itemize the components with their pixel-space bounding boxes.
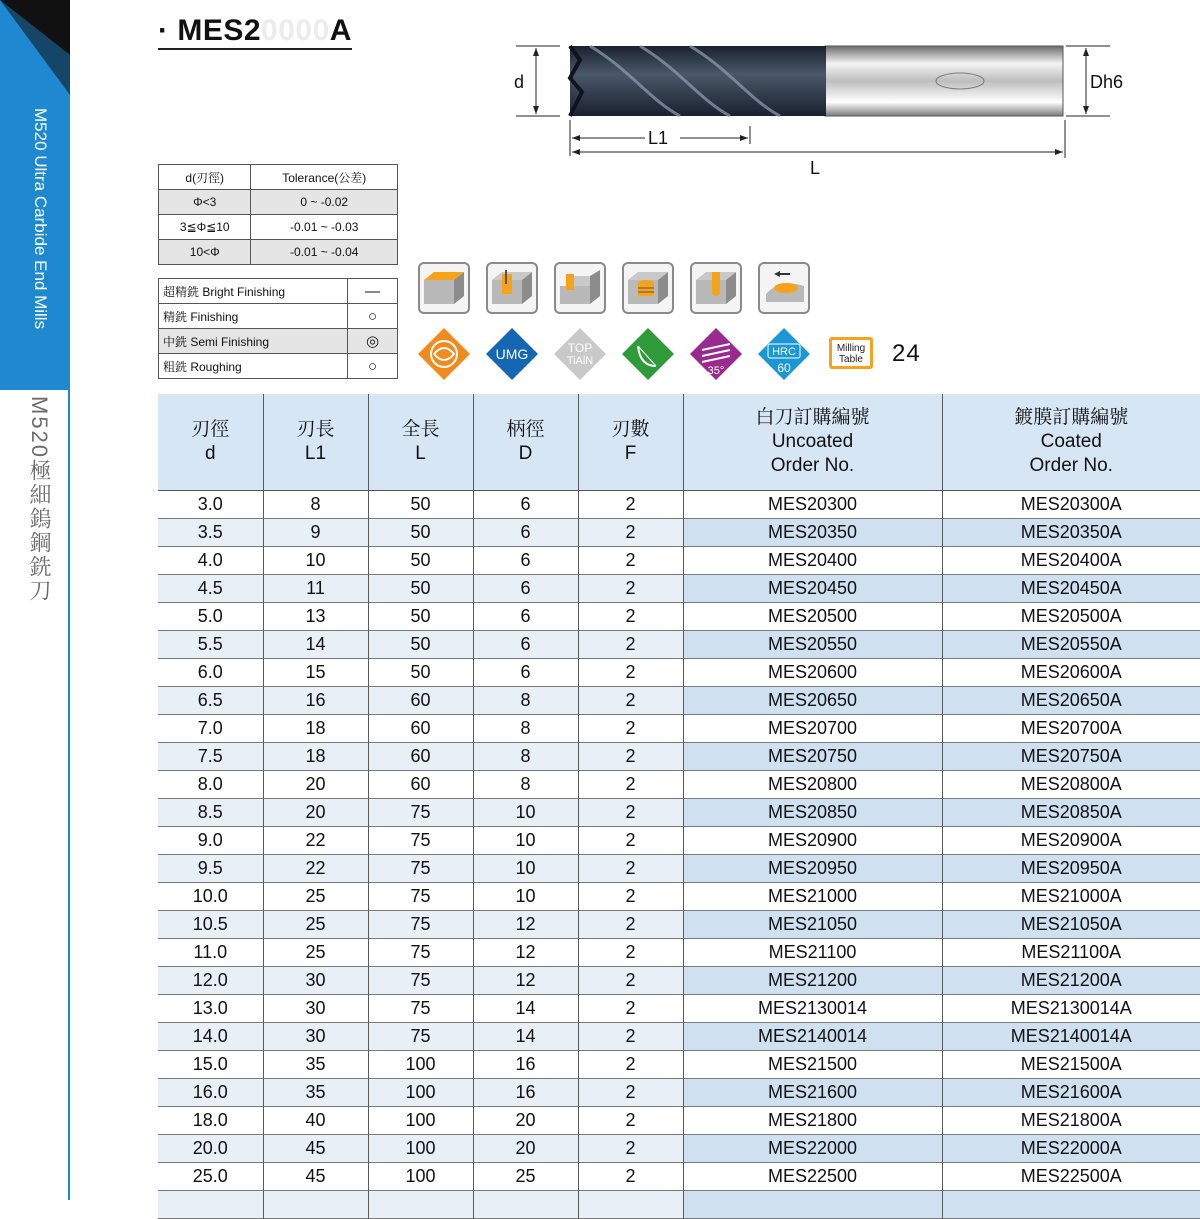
title-ghost: 0000 [261, 14, 330, 47]
end-mill-illustration [500, 30, 1150, 190]
cell-flute-length: 16 [263, 687, 368, 715]
cell-diameter: 6.0 [158, 659, 263, 687]
cell-flutes: 2 [578, 575, 683, 603]
milling-table-icon [828, 336, 874, 370]
cell-flutes: 2 [578, 1079, 683, 1107]
cell-coated-order: MES21000A [942, 883, 1200, 911]
table-row [158, 1163, 1200, 1191]
cell-overall-length: 50 [368, 659, 473, 687]
header-coated-order [942, 394, 1200, 491]
finishing-label: 精銑 Finishing [159, 304, 348, 329]
cell-overall-length: 50 [368, 631, 473, 659]
header-uncoated-order [683, 394, 942, 491]
milling-table-page: 24 [892, 340, 921, 368]
cell-coated-order: MES21800A [942, 1107, 1200, 1135]
header-line: F [579, 442, 683, 466]
cell-flute-length: 9 [263, 519, 368, 547]
cell-flutes: 2 [578, 491, 683, 519]
finishing-label: 中銑 Semi Finishing [159, 329, 348, 354]
cell-shank-diameter: 8 [473, 743, 578, 771]
cell-shank-diameter: 20 [473, 1135, 578, 1163]
cell-uncoated-order: MES21600 [683, 1079, 942, 1107]
cell-overall-length: 50 [368, 547, 473, 575]
cell-diameter: 16.0 [158, 1079, 263, 1107]
slotting-icon [486, 262, 538, 314]
umg-badge [484, 326, 540, 382]
header-flutes [578, 394, 683, 491]
cell-shank-diameter: 20 [473, 1107, 578, 1135]
cell-diameter: 5.0 [158, 603, 263, 631]
table-row [158, 827, 1200, 855]
cell-flutes: 2 [578, 827, 683, 855]
cell-coated-order: MES20700A [942, 715, 1200, 743]
header-line: 白刀訂購編號 [684, 406, 942, 430]
cell-flutes: 2 [578, 939, 683, 967]
cell-shank-diameter: 8 [473, 715, 578, 743]
dim-dh6-label: Dh6 [1090, 72, 1123, 93]
hrc-badge-label: HRC [772, 346, 796, 358]
cell-shank-diameter: 16 [473, 1079, 578, 1107]
flute-badge-icon [416, 326, 472, 382]
cell-coated-order: MES2130014A [942, 995, 1200, 1023]
table-row [158, 659, 1200, 687]
table-row [158, 855, 1200, 883]
cell-diameter: 10.5 [158, 911, 263, 939]
cell-shank-diameter: 6 [473, 547, 578, 575]
header-line: 鍍膜訂購編號 [943, 406, 1200, 430]
cell-shank-diameter: 10 [473, 883, 578, 911]
cell-shank-diameter: 8 [473, 771, 578, 799]
cell-diameter: 4.5 [158, 575, 263, 603]
cell-overall-length: 100 [368, 1135, 473, 1163]
cell-uncoated-order: MES21500 [683, 1051, 942, 1079]
table-row [158, 939, 1200, 967]
finishing-label: 超精銑 Bright Finishing [159, 279, 348, 304]
cell-uncoated-order: MES20700 [683, 715, 942, 743]
cell-shank-diameter: 6 [473, 575, 578, 603]
cell-coated-order: MES21200A [942, 967, 1200, 995]
header-diameter [158, 394, 263, 491]
cell-overall-length: 100 [368, 1163, 473, 1191]
cell-diameter: 7.5 [158, 743, 263, 771]
plunge-milling-icon [690, 262, 742, 314]
cell-coated-order: MES20350A [942, 519, 1200, 547]
finishing-label: 粗銑 Roughing [159, 354, 348, 379]
cell-shank-diameter: 12 [473, 911, 578, 939]
tolerance-header-row [159, 165, 398, 190]
table-row [158, 911, 1200, 939]
cell-coated-order: MES20650A [942, 687, 1200, 715]
cell-diameter: 7.0 [158, 715, 263, 743]
tolerance-cell: -0.01 ~ -0.04 [251, 240, 398, 265]
cell-shank-diameter: 12 [473, 939, 578, 967]
face-milling-icon [418, 262, 470, 314]
cell-flutes: 2 [578, 547, 683, 575]
cell-shank-diameter: 14 [473, 1023, 578, 1051]
cell-flute-length [263, 1191, 368, 1219]
contour-milling-icon [758, 262, 810, 314]
table-row [158, 1051, 1200, 1079]
cell-flutes: 2 [578, 967, 683, 995]
cell-overall-length: 50 [368, 603, 473, 631]
cell-flute-length: 18 [263, 715, 368, 743]
cell-flute-length: 14 [263, 631, 368, 659]
page-title [158, 14, 352, 50]
cell-overall-length: 60 [368, 687, 473, 715]
cell-flute-length: 45 [263, 1163, 368, 1191]
cell-uncoated-order: MES21200 [683, 967, 942, 995]
cell-coated-order: MES20850A [942, 799, 1200, 827]
cell-diameter: 13.0 [158, 995, 263, 1023]
table-row [158, 967, 1200, 995]
helix-angle-badge [688, 326, 744, 382]
tolerance-cell: -0.01 ~ -0.03 [251, 215, 398, 240]
cell-diameter: 15.0 [158, 1051, 263, 1079]
cell-coated-order: MES20500A [942, 603, 1200, 631]
cell-overall-length: 75 [368, 827, 473, 855]
table-row [158, 1079, 1200, 1107]
header-overall-length [368, 394, 473, 491]
header-line: Order No. [684, 454, 942, 478]
cell-overall-length: 60 [368, 743, 473, 771]
cell-flute-length: 25 [263, 883, 368, 911]
cell-shank-diameter: 8 [473, 687, 578, 715]
header-line: d [158, 442, 263, 466]
cell-diameter: 10.0 [158, 883, 263, 911]
cell-flute-length: 13 [263, 603, 368, 631]
header-line: L1 [264, 442, 368, 466]
title-prefix: MES2 [177, 14, 261, 47]
header-line: Coated [943, 430, 1200, 454]
table-row [158, 1107, 1200, 1135]
cell-uncoated-order: MES20800 [683, 771, 942, 799]
cell-uncoated-order: MES20300 [683, 491, 942, 519]
header-line: 刃長 [264, 418, 368, 442]
finishing-symbol: ○ [348, 354, 398, 379]
finishing-symbol: ○ [348, 304, 398, 329]
cell-uncoated-order: MES20750 [683, 743, 942, 771]
tolerance-header-cell: Tolerance(公差) [251, 165, 398, 190]
finishing-row [159, 304, 398, 329]
cell-uncoated-order: MES21000 [683, 883, 942, 911]
cell-overall-length: 60 [368, 715, 473, 743]
cell-shank-diameter: 12 [473, 967, 578, 995]
header-line: 刃徑 [158, 418, 263, 442]
cell-diameter: 9.5 [158, 855, 263, 883]
cell-flute-length: 25 [263, 939, 368, 967]
cell-flute-length: 10 [263, 547, 368, 575]
table-row [158, 1135, 1200, 1163]
cell-diameter: 5.5 [158, 631, 263, 659]
side-band [0, 0, 70, 390]
cell-coated-order: MES20450A [942, 575, 1200, 603]
header-line: D [474, 442, 578, 466]
cell-shank-diameter: 14 [473, 995, 578, 1023]
cell-coated-order: MES20750A [942, 743, 1200, 771]
cell-flute-length: 25 [263, 911, 368, 939]
finishing-table [158, 278, 398, 379]
tolerance-cell: 3≦Φ≦10 [159, 215, 251, 240]
header-shank-diameter [473, 394, 578, 491]
cell-uncoated-order: MES20600 [683, 659, 942, 687]
cell-overall-length: 75 [368, 911, 473, 939]
table-row [158, 743, 1200, 771]
cell-flute-length: 45 [263, 1135, 368, 1163]
tolerance-row [159, 240, 398, 265]
cell-flutes: 2 [578, 687, 683, 715]
tolerance-row [159, 215, 398, 240]
cell-uncoated-order: MES20950 [683, 855, 942, 883]
table-row [158, 995, 1200, 1023]
cell-flute-length: 40 [263, 1107, 368, 1135]
side-milling-icon [554, 262, 606, 314]
cell-diameter: 6.5 [158, 687, 263, 715]
tolerance-row [159, 190, 398, 215]
cell-coated-order: MES21600A [942, 1079, 1200, 1107]
cell-coated-order: MES20550A [942, 631, 1200, 659]
cell-flute-length: 30 [263, 995, 368, 1023]
cell-uncoated-order: MES2130014 [683, 995, 942, 1023]
cell-diameter [158, 1191, 263, 1219]
header-line: L [369, 442, 473, 466]
cell-diameter: 14.0 [158, 1023, 263, 1051]
cell-flute-length: 18 [263, 743, 368, 771]
cell-uncoated-order: MES20350 [683, 519, 942, 547]
cell-flute-length: 22 [263, 827, 368, 855]
cell-flutes: 2 [578, 1135, 683, 1163]
cell-flutes: 2 [578, 855, 683, 883]
cell-coated-order: MES21500A [942, 1051, 1200, 1079]
finishing-symbol: ◎ [348, 329, 398, 354]
cell-diameter: 3.5 [158, 519, 263, 547]
cell-overall-length: 50 [368, 491, 473, 519]
cell-uncoated-order: MES22000 [683, 1135, 942, 1163]
cell-overall-length: 100 [368, 1079, 473, 1107]
cell-flute-length: 30 [263, 1023, 368, 1051]
header-flute-length [263, 394, 368, 491]
cell-shank-diameter: 6 [473, 603, 578, 631]
cell-uncoated-order: MES20400 [683, 547, 942, 575]
cell-flutes: 2 [578, 995, 683, 1023]
table-row [158, 715, 1200, 743]
cell-diameter: 4.0 [158, 547, 263, 575]
header-line: Order No. [943, 454, 1200, 478]
table-row [158, 771, 1200, 799]
cell-diameter: 18.0 [158, 1107, 263, 1135]
tialn-badge [552, 326, 608, 382]
side-band-lower [0, 390, 70, 1200]
cell-shank-diameter: 25 [473, 1163, 578, 1191]
cell-flute-length: 30 [263, 967, 368, 995]
cell-uncoated-order: MES21800 [683, 1107, 942, 1135]
cell-coated-order: MES21100A [942, 939, 1200, 967]
table-row [158, 799, 1200, 827]
cell-uncoated-order [683, 1191, 942, 1219]
cell-uncoated-order: MES2140014 [683, 1023, 942, 1051]
cell-shank-diameter: 6 [473, 659, 578, 687]
finishing-row [159, 279, 398, 304]
cell-coated-order: MES20900A [942, 827, 1200, 855]
tolerance-cell: Φ<3 [159, 190, 251, 215]
cell-flute-length: 20 [263, 799, 368, 827]
table-row [158, 519, 1200, 547]
side-title-chinese: M520極細鎢鋼銑刀 [24, 396, 55, 603]
cell-overall-length: 75 [368, 1023, 473, 1051]
tolerance-cell: 0 ~ -0.02 [251, 190, 398, 215]
cell-flute-length: 11 [263, 575, 368, 603]
cell-shank-diameter: 6 [473, 631, 578, 659]
cell-flutes: 2 [578, 883, 683, 911]
cell-coated-order: MES20600A [942, 659, 1200, 687]
finishing-row [159, 329, 398, 354]
cell-flutes: 2 [578, 771, 683, 799]
tolerance-header-cell: d(刃徑) [159, 165, 251, 190]
cell-uncoated-order: MES20500 [683, 603, 942, 631]
cell-uncoated-order: MES20850 [683, 799, 942, 827]
cell-overall-length: 100 [368, 1107, 473, 1135]
cell-overall-length: 75 [368, 883, 473, 911]
cell-flutes [578, 1191, 683, 1219]
helix-angle-text: 35° [708, 365, 725, 377]
cell-uncoated-order: MES20450 [683, 575, 942, 603]
cell-uncoated-order: MES20900 [683, 827, 942, 855]
cell-coated-order: MES22000A [942, 1135, 1200, 1163]
cell-uncoated-order: MES21050 [683, 911, 942, 939]
cell-flute-length: 22 [263, 855, 368, 883]
cell-flutes: 2 [578, 743, 683, 771]
dim-L1-label: L1 [648, 128, 668, 149]
header-line: Uncoated [684, 430, 942, 454]
cell-coated-order: MES20300A [942, 491, 1200, 519]
cell-flutes: 2 [578, 603, 683, 631]
cell-flutes: 2 [578, 659, 683, 687]
cell-flutes: 2 [578, 715, 683, 743]
cell-diameter: 11.0 [158, 939, 263, 967]
cell-overall-length: 100 [368, 1051, 473, 1079]
cell-uncoated-order: MES22500 [683, 1163, 942, 1191]
title-suffix: A [330, 14, 352, 47]
cell-uncoated-order: MES21100 [683, 939, 942, 967]
cell-overall-length: 60 [368, 771, 473, 799]
table-row [158, 603, 1200, 631]
header-line: 柄徑 [474, 418, 578, 442]
cell-shank-diameter: 10 [473, 799, 578, 827]
product-table [158, 394, 1200, 1219]
tolerance-cell: 10<Φ [159, 240, 251, 265]
cell-overall-length: 50 [368, 519, 473, 547]
cell-overall-length: 75 [368, 939, 473, 967]
cell-shank-diameter: 6 [473, 519, 578, 547]
cell-overall-length: 75 [368, 967, 473, 995]
table-row [158, 687, 1200, 715]
cell-coated-order [942, 1191, 1200, 1219]
hrc-badge [756, 326, 812, 382]
cell-shank-diameter [473, 1191, 578, 1219]
cell-overall-length: 75 [368, 799, 473, 827]
cell-diameter: 8.0 [158, 771, 263, 799]
dim-d-label: d [514, 72, 524, 93]
milling-table-line1: Milling [837, 343, 865, 354]
helical-milling-icon [622, 262, 674, 314]
cell-flutes: 2 [578, 1023, 683, 1051]
cell-flutes: 2 [578, 1051, 683, 1079]
table-row [158, 631, 1200, 659]
cell-flute-length: 35 [263, 1051, 368, 1079]
cell-diameter: 8.5 [158, 799, 263, 827]
cell-flutes: 2 [578, 631, 683, 659]
table-row [158, 491, 1200, 519]
cell-shank-diameter: 6 [473, 491, 578, 519]
cell-overall-length: 75 [368, 995, 473, 1023]
cell-flute-length: 35 [263, 1079, 368, 1107]
table-header-row [158, 394, 1200, 491]
cell-overall-length [368, 1191, 473, 1219]
table-row [158, 547, 1200, 575]
cell-diameter: 25.0 [158, 1163, 263, 1191]
dim-L-label: L [810, 158, 820, 179]
milling-table-line2: Table [839, 354, 863, 365]
cell-uncoated-order: MES20650 [683, 687, 942, 715]
cell-overall-length: 50 [368, 575, 473, 603]
ball-nose-badge-icon [620, 326, 676, 382]
cell-flute-length: 15 [263, 659, 368, 687]
finishing-symbol: — [348, 279, 398, 304]
cell-diameter: 3.0 [158, 491, 263, 519]
cell-flutes: 2 [578, 1163, 683, 1191]
tialn-badge-bottom: TiAlN [567, 355, 594, 367]
cell-diameter: 20.0 [158, 1135, 263, 1163]
cell-diameter: 12.0 [158, 967, 263, 995]
title-bullet: · [158, 14, 169, 47]
cell-shank-diameter: 10 [473, 855, 578, 883]
cell-flutes: 2 [578, 519, 683, 547]
cell-flute-length: 20 [263, 771, 368, 799]
cell-shank-diameter: 16 [473, 1051, 578, 1079]
cell-flutes: 2 [578, 799, 683, 827]
cell-diameter: 9.0 [158, 827, 263, 855]
tolerance-table [158, 164, 398, 265]
table-body [158, 491, 1200, 1219]
table-row [158, 575, 1200, 603]
cell-flute-length: 8 [263, 491, 368, 519]
tialn-badge-top: TOP [568, 341, 592, 355]
umg-badge-text: UMG [496, 346, 529, 362]
cell-coated-order: MES20950A [942, 855, 1200, 883]
cell-flutes: 2 [578, 1107, 683, 1135]
header-line: 全長 [369, 418, 473, 442]
cell-coated-order: MES21050A [942, 911, 1200, 939]
cell-overall-length: 75 [368, 855, 473, 883]
table-row [158, 1191, 1200, 1219]
cell-shank-diameter: 10 [473, 827, 578, 855]
header-line: 刃數 [579, 418, 683, 442]
cell-coated-order: MES2140014A [942, 1023, 1200, 1051]
end-mill-drawing [500, 30, 1150, 190]
table-row [158, 1023, 1200, 1051]
cell-flutes: 2 [578, 911, 683, 939]
cell-coated-order: MES20400A [942, 547, 1200, 575]
table-row [158, 883, 1200, 911]
cell-uncoated-order: MES20550 [683, 631, 942, 659]
side-title-english: M520 Ultra Carbide End Mills [30, 108, 50, 329]
finishing-row [159, 354, 398, 379]
cell-coated-order: MES20800A [942, 771, 1200, 799]
hrc-badge-value: 60 [777, 361, 791, 375]
cell-coated-order: MES22500A [942, 1163, 1200, 1191]
